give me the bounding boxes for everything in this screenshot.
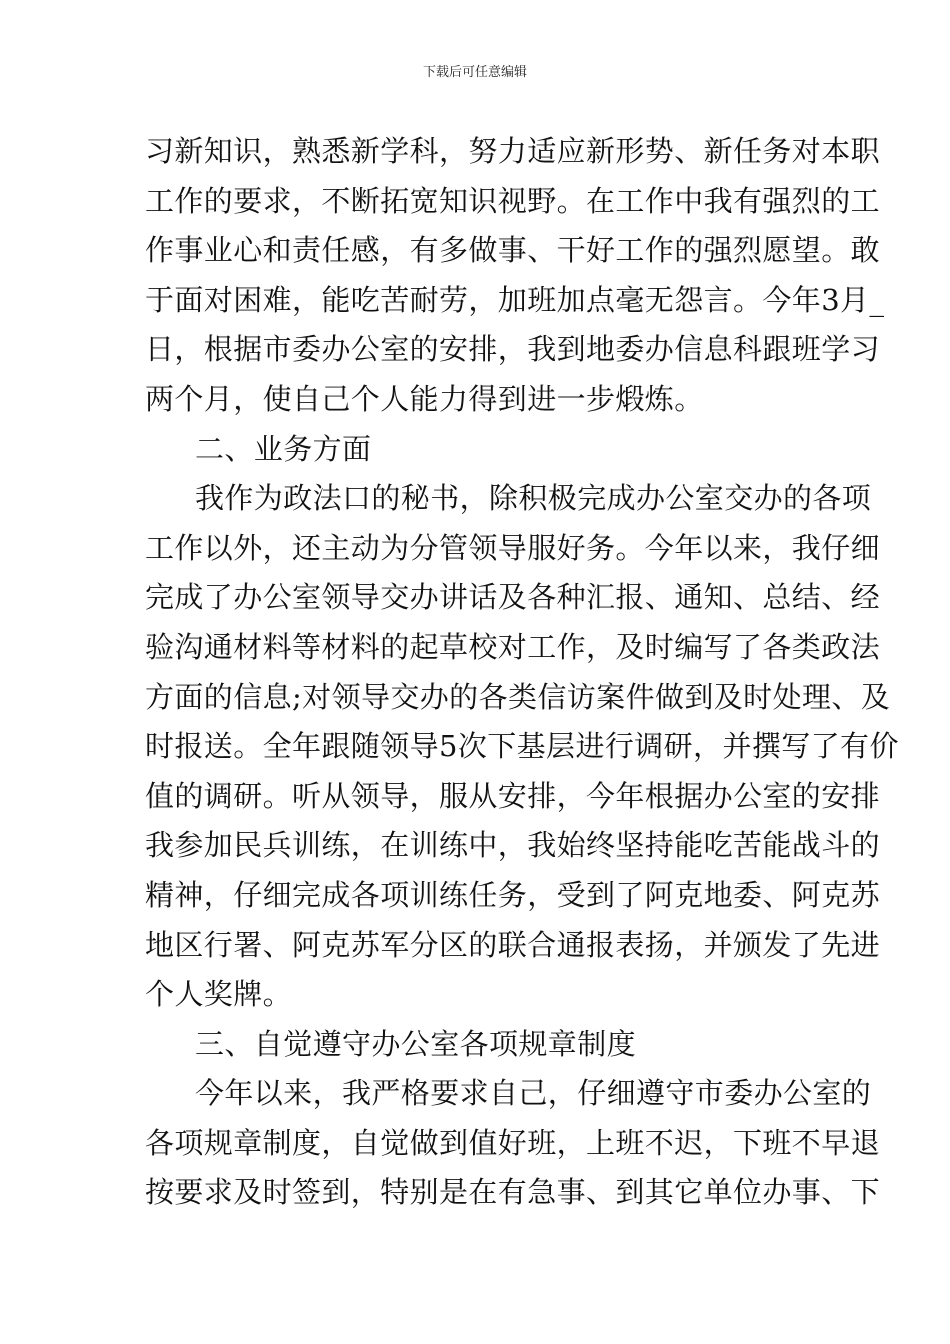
section-heading-business: 二、业务方面 (195, 431, 372, 466)
page-header: 下载后可任意编辑 (422, 65, 527, 80)
body-line: 两个月，使自己个人能力得到进一步煅炼。 (145, 381, 704, 416)
body-line: 值的调研。听从领导，服从安排，今年根据办公室的安排 (145, 778, 881, 813)
body-line: 于面对困难，能吃苦耐劳，加班加点毫无怨言。今年3月_ (145, 282, 885, 317)
body-line: 今年以来，我严格要求自己，仔细遵守市委办公室的 (195, 1076, 872, 1111)
body-line: 方面的信息;对领导交办的各类信访案件做到及时处理、及 (145, 679, 891, 714)
body-line: 时报送。全年跟随领导5次下基层进行调研，并撰写了有价 (145, 729, 899, 764)
document-body (145, 127, 899, 1218)
body-line: 按要求及时签到，特别是在有急事、到其它单位办事、下 (145, 1175, 881, 1210)
body-line: 作事业心和责任感，有多做事、干好工作的强烈愿望。敢 (145, 233, 881, 268)
section-heading-rules: 三、自觉遵守办公室各项规章制度 (195, 1026, 637, 1061)
body-line: 我作为政法口的秘书，除积极完成办公室交办的各项 (195, 481, 872, 516)
body-line: 习新知识，熟悉新学科，努力适应新形势、新任务对本职 (145, 134, 881, 168)
body-line: 工作的要求，不断拓宽知识视野。在工作中我有强烈的工 (145, 183, 881, 218)
body-line: 日，根据市委办公室的安排，我到地委办信息科跟班学习 (145, 332, 881, 367)
body-line: 地区行署、阿克苏军分区的联合通报表扬，并颁发了先进 (145, 927, 881, 962)
body-line: 个人奖牌。 (145, 977, 293, 1012)
body-line: 各项规章制度，自觉做到值好班，上班不迟，下班不早退 (145, 1125, 881, 1160)
body-line: 工作以外，还主动为分管领导服好务。今年以来，我仔细 (145, 530, 881, 565)
body-line: 我参加民兵训练，在训练中，我始终坚持能吃苦能战斗的 (145, 828, 881, 863)
body-line: 完成了办公室领导交办讲话及各种汇报、通知、总结、经 (145, 580, 881, 615)
body-line: 验沟通材料等材料的起草校对工作，及时编写了各类政法 (145, 629, 881, 664)
body-line: 精神，仔细完成各项训练任务，受到了阿克地委、阿克苏 (145, 877, 881, 912)
